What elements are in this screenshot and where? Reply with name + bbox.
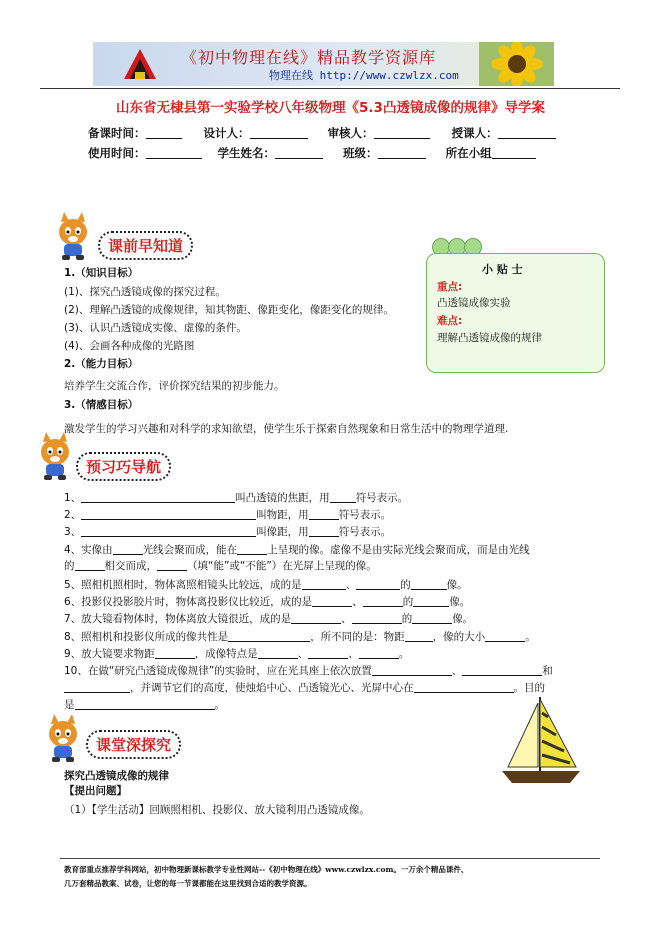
use-time-field[interactable] — [146, 146, 202, 159]
ability-goal-heading: 2.（能力目标） — [64, 358, 139, 370]
answer-blank[interactable] — [258, 647, 298, 659]
tips-key-text: 凸透镜成像实验 — [437, 297, 511, 309]
answer-blank[interactable] — [485, 630, 525, 642]
answer-blank[interactable] — [64, 681, 130, 693]
knowledge-item: (4)、会画各种成像的光路图 — [64, 340, 195, 352]
answer-blank[interactable] — [356, 578, 400, 590]
mascot-fox-icon — [42, 714, 84, 764]
student-name-field[interactable] — [275, 146, 323, 159]
answer-blank[interactable] — [411, 578, 447, 590]
group-label: 所在小组 — [445, 146, 492, 160]
teacher-field[interactable] — [498, 126, 556, 139]
use-time-label: 使用时间： — [88, 146, 146, 160]
question-10-cont: ，并调节它们的高度，使烛焰中心、凸透镜光心、光屏中心在 。目的 — [64, 680, 545, 695]
reviewer-label: 审核人： — [327, 126, 374, 140]
knowledge-item: (3)、认识凸透镜成实像、虚像的条件。 — [64, 322, 247, 334]
answer-blank[interactable] — [81, 491, 235, 503]
tips-title: 小 贴 士 — [482, 263, 523, 276]
reviewer-field[interactable] — [374, 126, 430, 139]
footer-line-2: 几万套精品教案、试卷，让您的每一节课都能在这里找到合适的教学资源。 — [64, 879, 312, 888]
answer-blank[interactable] — [412, 612, 452, 624]
student-activity: （1）【学生活动】回顾照相机、投影仪、放大镜利用凸透镜成像。 — [64, 804, 370, 816]
answer-blank[interactable] — [330, 491, 356, 503]
knowledge-item: (1)、探究凸透镜成像的探究过程。 — [64, 286, 226, 298]
answer-blank[interactable] — [155, 647, 195, 659]
question-4-cont: 的 相交而成， （填“能”或“不能”）在光屏上呈现的像。 — [64, 560, 377, 572]
designer-label: 设计人： — [203, 126, 250, 140]
answer-blank[interactable] — [81, 508, 256, 520]
answer-blank[interactable] — [405, 630, 433, 642]
answer-blank[interactable] — [413, 595, 449, 607]
group-field[interactable] — [492, 146, 536, 159]
answer-blank[interactable] — [228, 630, 310, 642]
banner-url: 物理在线 http://www.czwlzx.com — [269, 69, 459, 82]
question-3: 3、 叫像距，用 符号表示。 — [64, 526, 392, 538]
question-8: 8、照相机和投影仪所成的像共性是 ，所不同的是：物距 ，像的大小 。 — [64, 631, 536, 643]
explore-subtitle: 探究凸透镜成像的规律 — [64, 770, 169, 782]
meta-row-2 — [88, 145, 536, 161]
tips-diff-text: 理解凸透镜成像的规律 — [437, 332, 542, 344]
question-6: 6、投影仪投影胶片时，物体离投影仪比较近，成的是 、 的 像。 — [64, 596, 471, 608]
knowledge-item: (2)、理解凸透镜的成像规律，知其物距、像距变化，像距变化的规律。 — [64, 304, 394, 316]
question-10-cont: 是 。 — [64, 699, 225, 711]
class-field[interactable] — [378, 146, 426, 159]
ability-goal-text: 培养学生交流合作，评价探究结果的初步能力。 — [64, 380, 285, 392]
answer-blank[interactable] — [363, 595, 403, 607]
footer-line-1: 教育部重点推荐学科网站，初中物理新课标教学专业性网站--《初中物理在线》www.czwlzx.com。一万余个精品课件、 — [64, 865, 469, 874]
answer-blank[interactable] — [308, 647, 348, 659]
answer-blank[interactable] — [372, 664, 452, 676]
knowledge-goal-heading: 1.（知识目标） — [64, 267, 139, 279]
answer-blank[interactable] — [312, 595, 352, 607]
answer-blank[interactable] — [309, 508, 339, 520]
page-title: 山东省无棣县第一实验学校八年级物理《5.3凸透镜成像的规律》导学案 — [116, 100, 545, 116]
site-logo — [120, 45, 160, 83]
answer-blank[interactable] — [237, 543, 267, 555]
answer-blank[interactable] — [414, 681, 514, 693]
section-title-preview: 课前早知道 — [98, 231, 193, 260]
answer-blank[interactable] — [291, 612, 341, 624]
tips-key-label: 重点: — [437, 281, 463, 293]
question-9: 9、放大镜要求物距 ，成像特点是 、 、 。 — [64, 648, 410, 660]
answer-blank[interactable] — [462, 664, 542, 676]
answer-blank[interactable] — [81, 525, 256, 537]
answer-blank[interactable] — [75, 698, 215, 710]
sailboat-icon — [490, 693, 590, 788]
emotion-goal-heading: 3.（情感目标） — [64, 399, 139, 411]
header-banner — [93, 42, 554, 86]
question-7: 7、放大镜看物体时，物体离放大镜很近，成的是 、 的 像。 — [64, 613, 474, 625]
section-title-navigation: 预习巧导航 — [76, 452, 171, 481]
header-rule — [40, 88, 620, 89]
emotion-goal-text: 激发学生的学习兴趣和对科学的求知欲望，使学生乐于探索自然现象和日常生活中的物理学道理. — [64, 423, 509, 435]
answer-blank[interactable] — [359, 647, 399, 659]
tips-diff-label: 难点: — [437, 315, 463, 327]
footer-rule — [60, 858, 600, 859]
prepare-time-label: 备课时间： — [88, 126, 146, 140]
answer-blank[interactable] — [309, 525, 339, 537]
raise-question-heading: 【提出问题】 — [64, 785, 127, 797]
question-5: 5、照相机照相时，物体离照相镜头比较远，成的是 、 的 像。 — [64, 579, 468, 591]
prepare-time-field[interactable] — [146, 126, 182, 139]
designer-field[interactable] — [250, 126, 308, 139]
answer-blank[interactable] — [352, 612, 402, 624]
answer-blank[interactable] — [75, 559, 105, 571]
question-10: 10、在做“研究凸透镜成像规律”的实验时，应在光具座上依次放置 、 和 — [64, 665, 553, 677]
answer-blank[interactable] — [113, 543, 143, 555]
question-1: 1、 叫凸透镜的焦距，用 符号表示。 — [64, 492, 409, 504]
question-4: 4、实像由 光线会聚而成，能在 上呈现的像。虚像不是由实际光线会聚而成，而是由光线 — [64, 544, 530, 556]
banner-title: 《初中物理在线》精品教学资源库 — [181, 48, 437, 67]
mascot-fox-icon — [52, 212, 94, 262]
meta-row-1 — [88, 125, 556, 141]
answer-blank[interactable] — [302, 578, 346, 590]
section-title-explore: 课堂深探究 — [86, 730, 181, 759]
question-2: 2、 叫物距，用 符号表示。 — [64, 509, 392, 521]
sunflower-icon — [479, 42, 554, 86]
student-name-label: 学生姓名： — [217, 146, 276, 160]
teacher-label: 授课人： — [451, 126, 498, 140]
answer-blank[interactable] — [157, 559, 187, 571]
mascot-fox-icon — [34, 432, 76, 482]
class-label: 班级： — [343, 146, 378, 160]
